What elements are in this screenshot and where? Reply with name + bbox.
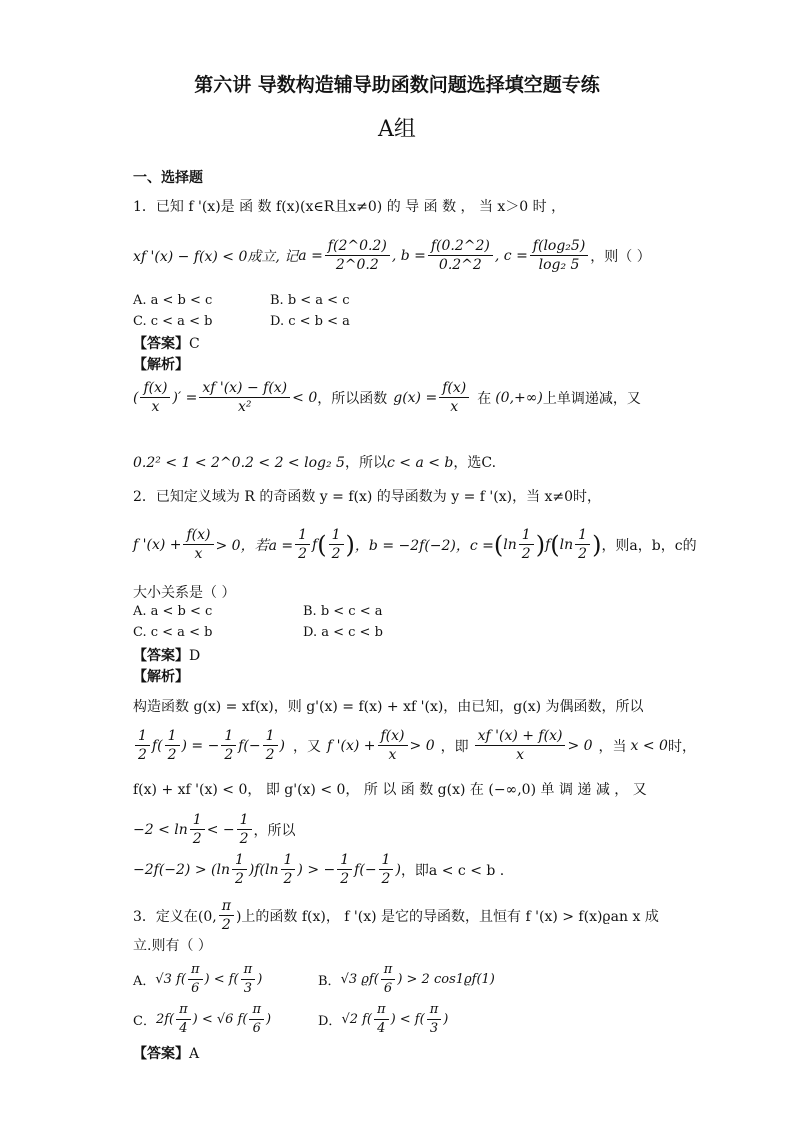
- q2-option-d: D. a < c < b: [303, 625, 383, 640]
- q3-stem-line2: 立.则有（ ）: [133, 938, 212, 954]
- q2-solution-line2: $\frac{1}{2}$ f( $\frac{1}{2}$ ) = − $\frac{1}{2}$ f(− $\frac{1}{2}$ ) ，又 f '(x) + $\frac{f(x)}{x}$ > 0 ，即 $\frac{xf '(x) + f(x)}{x}$ > 0 ，当 x < 0 时，: [133, 728, 696, 763]
- q1-c-fraction: $\frac{\text{f(log₂5)}}{\text{log₂ 5}}$: [530, 238, 589, 273]
- q2-stem-line1: 2．已知定义域为 R 的奇函数 y = f(x) 的导函数为 y = f '(x)，当 x≠0时，: [133, 489, 602, 505]
- q1-option-c: C. c < a < b: [133, 314, 213, 329]
- q3-option-b: B． √3 ϱf( $\frac{\pi}{6}$ ) > 2 cos1ϱf(1): [318, 962, 495, 996]
- q2-option-c: C. c < a < b: [133, 625, 213, 640]
- q3-stem-line1: 3．定义在(0, $\frac{\pi}{2}$ )上的函数 f(x)， f '(x) 是它的导函数，且恒有 f '(x) > f(x)ϱan x 成: [133, 898, 659, 933]
- q2-solution-line5: −2f(−2) > (ln $\frac{1}{2}$ )f(ln $\frac{1}{2}$ ) > − $\frac{1}{2}$ f(− $\frac{1}{2}$ ) ，即a < c < b .: [133, 852, 505, 887]
- q1-analysis-label: 【解析】: [133, 357, 189, 373]
- q1-solution-line1: ( $\frac{f(x)}{x}$ )′ = $\frac{xf '(x) - f(x)}{\text{x²}}$ < 0 ，所以函数 g(x) = $\frac{f(x)}{x}$ 在 (0,+∞) 上单调递减，又: [133, 380, 641, 415]
- q1-option-b: B. b < a < c: [270, 293, 350, 308]
- q2-solution-line4: −2 < ln $\frac{1}{2}$ < − $\frac{1}{2}$ ，所以: [133, 812, 296, 847]
- q1-b-fraction: $\frac{f(0.2\^{}2)}{0.2\^{}2}$: [428, 238, 493, 273]
- q3-option-c: C． 2f( $\frac{\pi}{4}$ ) < √6 f( $\frac{\pi}{6}$ ): [133, 1002, 272, 1036]
- q1-stem-line2: xf '(x) − f(x) < 0成立, 记 a = $\frac{f(2\^{}0.2)}{2\^{}0.2}$ , b = $\frac{f(0.2\^{}2)}{0.2\^{}2}$ , c = $\frac{\text{f(log₂5)}}{\text{log₂ 5}}$ ，则（ ）: [133, 238, 651, 273]
- q2-solution-line1: 构造函数 g(x) = xf(x)，则 g'(x) = f(x) + xf '(x)，由已知，g(x) 为偶函数，所以: [133, 699, 644, 715]
- section-heading: 一、选择题: [133, 170, 203, 186]
- q2-option-b: B. b < c < a: [303, 604, 383, 619]
- q1-stem-line1: 1．已知 f '(x)是 函 数 f(x)(x∈R且x≠0) 的 导 函 数 ， 当 x＞0 时 ，: [133, 199, 566, 215]
- q1-solution-line2: 0.2² < 1 < 2^0.2 < 2 < log₂ 5，所以c < a < b，选C.: [133, 455, 497, 471]
- q2-answer: 【答案】D: [133, 648, 201, 664]
- q1-option-d: D. c < b < a: [270, 314, 350, 329]
- q3-option-d: D． √2 f( $\frac{\pi}{4}$ ) < f( $\frac{\pi}{3}$ ): [318, 1002, 449, 1036]
- q3-answer: 【答案】A: [133, 1046, 200, 1062]
- page-title: 第六讲 导数构造辅导助函数问题选择填空题专练: [194, 74, 600, 96]
- q1-a-fraction: $\frac{f(2\^{}0.2)}{2\^{}0.2}$: [325, 238, 390, 273]
- group-heading: A组: [378, 117, 416, 142]
- q2-stem-line3: 大小关系是（ ）: [133, 585, 236, 601]
- q2-stem-line2: f '(x) + $\frac{f(x)}{x}$ > 0，若a = $\frac{1}{2}$ f ( $\frac{1}{2}$ ) ，b = −2f(−2)，c = ( ln $\frac{1}{2}$ ) f ( ln $\frac{1}{2}$ ) ，则a，b，c的: [133, 527, 697, 562]
- q1-condition: xf '(x) − f(x) < 0成立, 记: [133, 248, 299, 265]
- q1-option-a: A. a < b < c: [133, 293, 213, 308]
- q2-solution-line3: f(x) + xf '(x) < 0， 即 g'(x) < 0， 所 以 函 数 g(x) 在 (−∞,0) 单 调 递 减 ， 又: [133, 782, 647, 798]
- q2-analysis-label: 【解析】: [133, 669, 189, 685]
- q1-answer: 【答案】C: [133, 336, 200, 352]
- q3-option-a: A． √3 f( $\frac{\pi}{6}$ ) < f( $\frac{\pi}{3}$ ): [133, 962, 263, 996]
- q2-option-a: A. a < b < c: [133, 604, 213, 619]
